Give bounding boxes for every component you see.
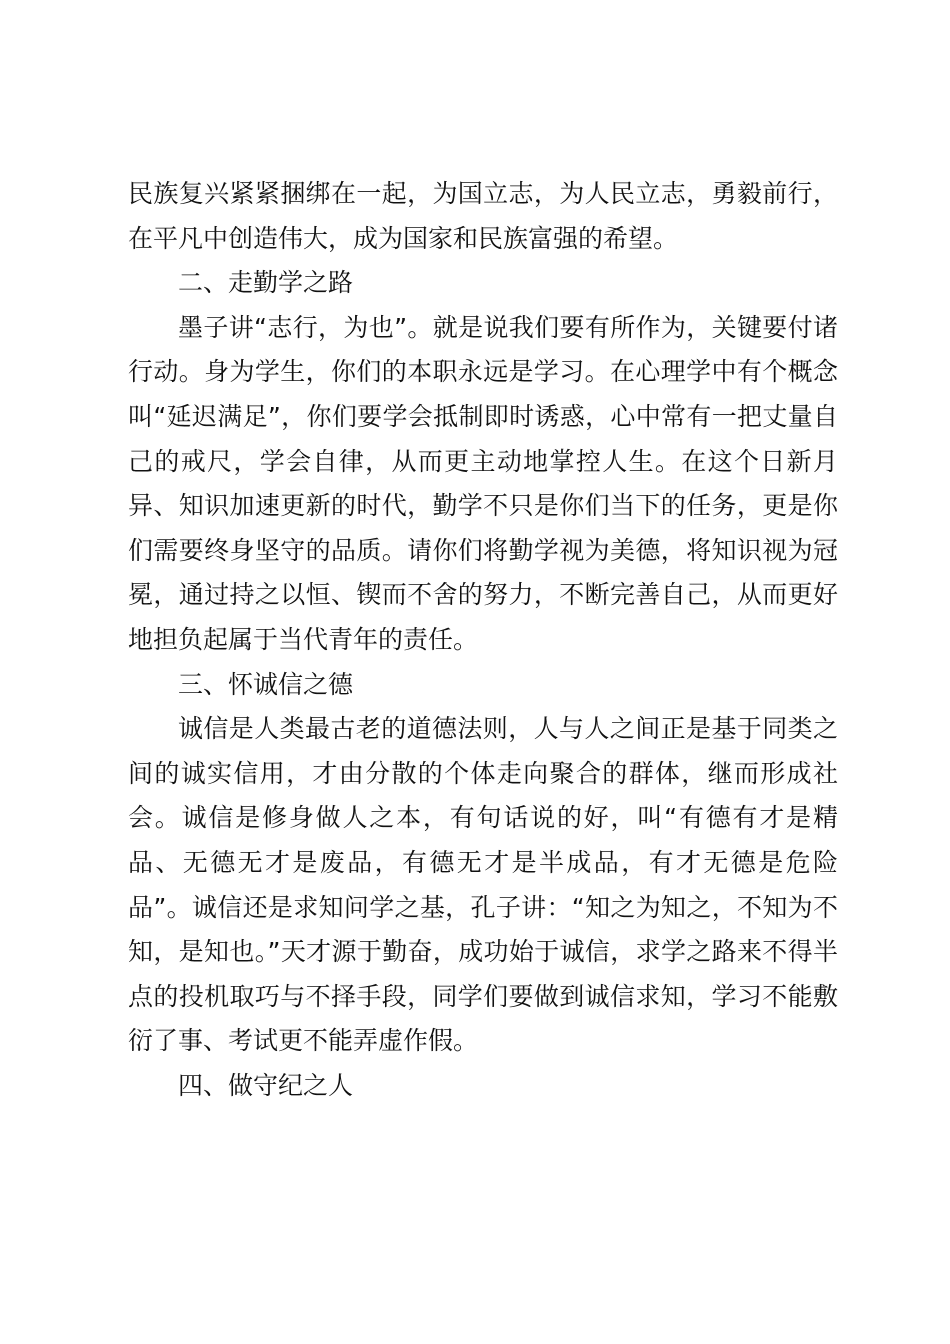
paragraph-integrity: 诚信是人类最古老的道德法则，人与人之间正是基于同类之间的诚实信用，才由分散的个体走向聚合的群体，继而形成社会。诚信是修身做人之本，有句话说的好，叫“有德有才是精品、无德无才是废品，有德无才是半成品，有才无德是危险品”。诚信还是求知问学之基，孔子讲：“知之为知之，不知为不知，是知也。”天才源于勤奋，成功始于诚信，求学之路来不得半点的投机取巧与不择手段，同学们要做到诚信求知，学习不能敷衍了事、考试更不能弄虚作假。: [128, 714, 838, 1056]
paragraph-diligence: 墨子讲“志行，为也”。就是说我们要有所作为，关键要付诸行动。身为学生，你们的本职永远是学习。在心理学中有个概念叫“延迟满足”，你们要学会抵制即时诱惑，心中常有一把丈量自己的戒尺，学会自律，从而更主动地掌控人生。在这个日新月异、知识加速更新的时代，勤学不只是你们当下的任务，更是你们需要终身坚守的品质。请你们将勤学视为美德，将知识视为冠冕，通过持之以恒、锲而不舍的努力，不断完善自己，从而更好地担负起属于当代青年的责任。: [128, 312, 838, 654]
document-body: [128, 172, 838, 1108]
paragraph-continued: 民族复兴紧紧捆绑在一起，为国立志，为人民立志，勇毅前行，在平凡中创造伟大，成为国家和民族富强的希望。: [128, 179, 838, 253]
section-heading-diligence: 二、走勤学之路: [178, 268, 354, 298]
section-heading-discipline: 四、做守纪之人: [178, 1070, 354, 1100]
section-heading-integrity: 三、怀诚信之德: [178, 669, 354, 699]
